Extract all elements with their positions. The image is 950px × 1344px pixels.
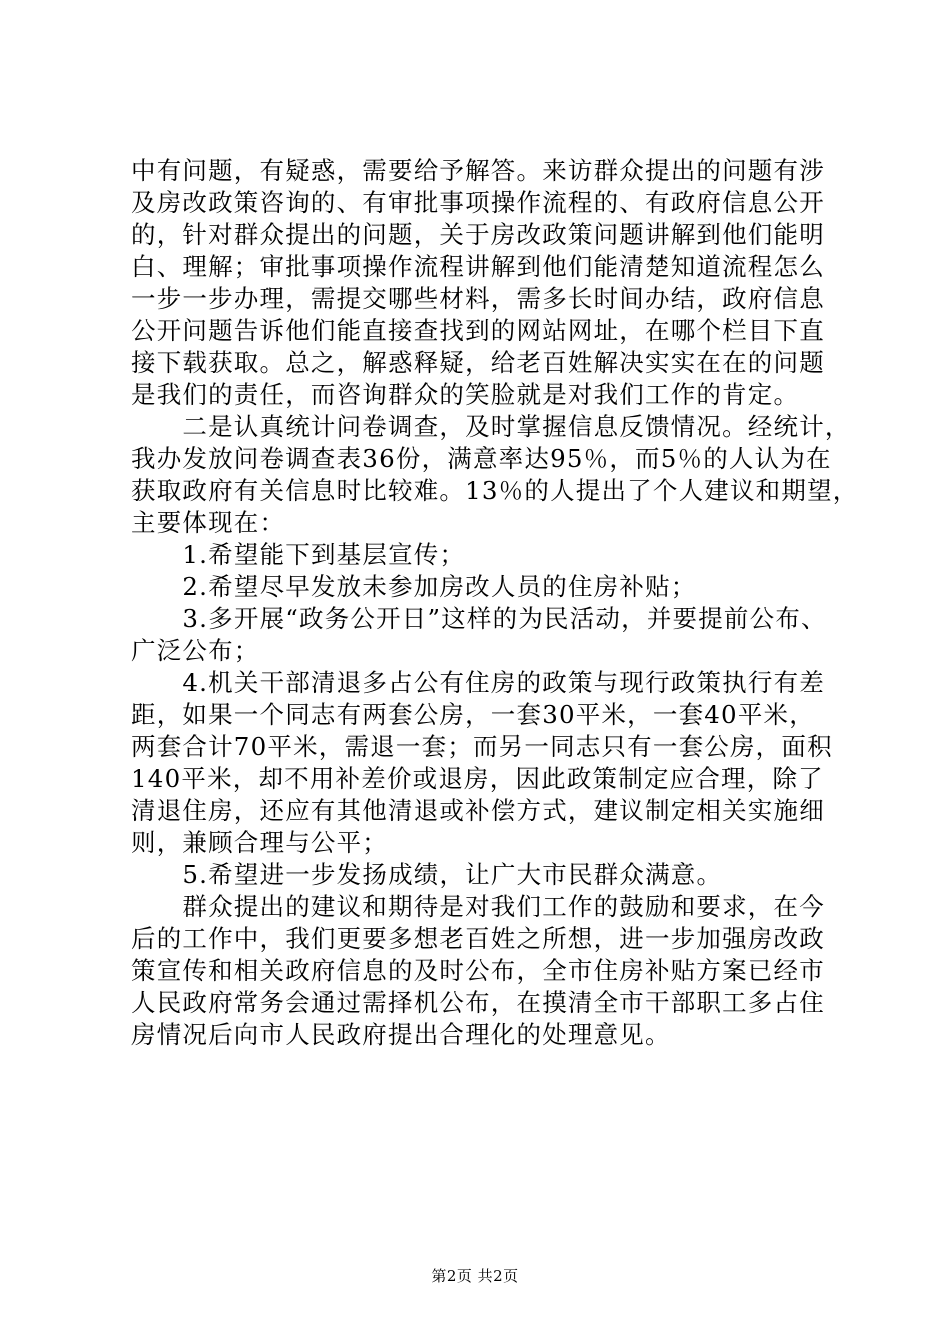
body-text-line: 白、理解；审批事项操作流程讲解到他们能清楚知道流程怎么 <box>131 252 825 281</box>
body-text-line: 后的工作中，我们更要多想老百姓之所想，进一步加强房改政 <box>131 924 825 953</box>
body-text-line: 主要体现在： <box>131 508 286 537</box>
list-item-5: 5.希望进一步发扬成绩，让广大市民群众满意。 <box>131 860 723 889</box>
list-item-2: 2.希望尽早发放未参加房改人员的住房补贴； <box>131 572 697 601</box>
list-item-1: 1.希望能下到基层宣传； <box>131 540 466 569</box>
list-item-4: 4.机关干部清退多占公有住房的政策与现行政策执行有差 <box>131 668 825 697</box>
body-text-line: 人民政府常务会通过需择机公布，在摸清全市干部职工多占住 <box>131 988 825 1017</box>
body-text-line: 是我们的责任，而咨询群众的笑脸就是对我们工作的肯定。 <box>131 380 800 409</box>
page-footer: 第2页 共2页 <box>431 1267 519 1285</box>
body-text-line: 两套合计70平米，需退一套；而另一同志只有一套公房，面积 <box>131 732 833 761</box>
body-text-line: 我办发放问卷调查表36份，满意率达95％，而5％的人认为在 <box>131 444 832 473</box>
body-text-line: 获取政府有关信息时比较难。13％的人提出了个人建议和期望， <box>131 476 859 505</box>
body-text-line: 的，针对群众提出的问题，关于房改政策问题讲解到他们能明 <box>131 220 825 249</box>
body-text-line: 二是认真统计问卷调查，及时掌握信息反馈情况。经统计， <box>131 412 851 441</box>
body-text-line: 则，兼顾合理与公平； <box>131 828 388 857</box>
body-text-line: 清退住房，还应有其他清退或补偿方式，建议制定相关实施细 <box>131 796 825 825</box>
body-text-line: 公开问题告诉他们能直接查找到的网站网址，在哪个栏目下直 <box>131 316 825 345</box>
body-text-line: 距，如果一个同志有两套公房，一套30平米，一套40平米， <box>131 700 815 729</box>
list-item-3: 3.多开展“政务公开日”这样的为民活动，并要提前公布、 <box>131 604 827 633</box>
body-text-line: 接下载获取。总之，解惑释疑，给老百姓解决实实在在的问题 <box>131 348 825 377</box>
body-text-line: 群众提出的建议和期待是对我们工作的鼓励和要求，在今 <box>131 892 825 921</box>
body-text-line: 中有问题，有疑惑，需要给予解答。来访群众提出的问题有涉 <box>131 156 825 185</box>
body-text-line: 及房改政策咨询的、有审批事项操作流程的、有政府信息公开 <box>131 188 825 217</box>
body-text-line: 140平米，却不用补差价或退房，因此政策制定应合理，除了 <box>131 764 824 793</box>
body-text-line: 策宣传和相关政府信息的及时公布，全市住房补贴方案已经市 <box>131 956 825 985</box>
body-text-line: 广泛公布； <box>131 636 260 665</box>
body-text-line: 房情况后向市人民政府提出合理化的处理意见。 <box>131 1020 671 1049</box>
body-text-line: 一步一步办理，需提交哪些材料，需多长时间办结，政府信息 <box>131 284 825 313</box>
